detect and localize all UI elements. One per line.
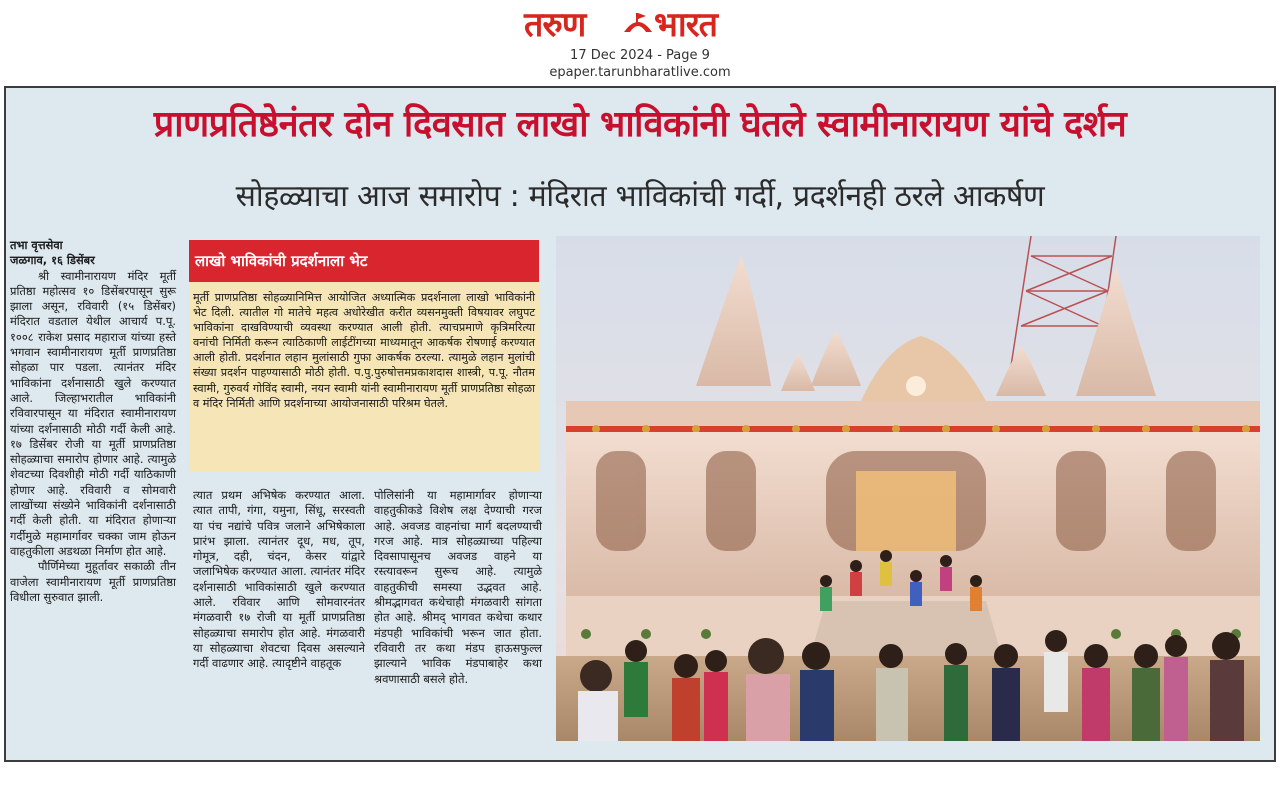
article-paragraph: श्री स्वामीनारायण मंदिर मूर्ती प्रतिष्ठा महोत्सव १० डिसेंबरपासून सुरू झाला असून, रविवारी (१५ डिसेंबर) मंदिरात वडताल येथील आचार्य प.पू. १००८ राकेश प्रसाद महाराज यांच्या हस्ते भगवान स्वामीनारायण मूर्ती प्राणप्रतिष्ठा सोहळा पार पडला. त्यानंतर मंदिर भाविकांना दर्शनासाठी खुले करण्यात आले. जिल्हाभरातील भाविकांनी रविवारपासून या मंदिरात स्वामीनारायण यांच्या दर्शनासाठी मोठी गर्दी केली आहे. १७ डिसेंबर रोजी या मूर्ती प्राणप्रतिष्ठा सोहळ्याचा समारोप होणार आहे. त्यामुळे शेवटच्या दिवशीही मोठी गर्दी याठिकाणी होणार आहे. रविवारी व सोमवारी लाखोंच्या संख्येने भाविकांनी दर्शनासाठी गर्दी केली होती. या मंदिरात होणाऱ्या गर्दीमुळे महामार्गावर चक्का जाम होऊन वाहतुकीला अडथळा निर्माण होत आहे.: [10, 268, 176, 558]
sidebar-box: [189, 240, 539, 472]
newspaper-page: [4, 86, 1276, 762]
logo-text-right: भारत: [654, 5, 717, 45]
newspaper-logo[interactable]: [522, 4, 758, 46]
site-url[interactable]: epaper.tarunbharatlive.com: [549, 65, 731, 80]
sidebar-box-paragraph: मूर्ती प्राणप्रतिष्ठा सोहळ्यानिमित्त आयोजित अध्यात्मिक प्रदर्शनाला लाखो भाविकांनी भेट दिली. त्यातील गो मातेचे महत्व अधोरेखीत करीत व्यसनमुक्ती विषयावर लघुपट भाविकांना दाखविण्याची व्यवस्था करण्यात आली होती. त्याचप्रमाणे कृत्रिमरित्या वनांची निर्मिती करून त्याठिकाणी लाईटींगच्या माध्यमातून आकर्षक रोषणाई करण्यात आली होती. प्रदर्शनात लहान मुलांसाठी गुफा आकर्षक ठरल्या. त्यामुळे लहान मुलांची संख्या प्रदर्शन पाहण्यासाठी मोठी होती. प.पु.पुरुषोत्तमप्रकाशदास शास्त्री, प.पू. नौतम स्वामी, गुरुवर्य गोविंद स्वामी, नयन स्वामी यांनी स्वामीनारायण मूर्ती प्राणप्रतिष्ठा सोहळा व मंदिर निर्मिती आणि प्रदर्शनाच्या आयोजनासाठी परिश्रम घेतले.: [193, 291, 535, 410]
byline-agency: तभा वृत्तसेवा: [10, 238, 63, 252]
date-page-label: 17 Dec 2024 - Page 9: [570, 48, 710, 63]
article-subheadline: सोहळ्याचा आज समारोप : मंदिरात भाविकांची गर्दी, प्रदर्शनही ठरले आकर्षण: [235, 179, 1045, 214]
logo-text-left: तरुण: [524, 5, 586, 45]
article-paragraph: त्यात प्रथम अभिषेक करण्यात आला. त्यात तापी, गंगा, यमुना, सिंधू, सरस्वती या पंच नद्यांचे पवित्र जलाने अभिषेकाला प्रारंभ झाला. त्यानंतर दूध, मध, तूप, गोमूत्र, दही, चंदन, केसर यांद्वारे जलाभिषेक करण्यात आला. त्यानंतर मंदिर दर्शनासाठी भाविकांसाठी खुले करण्यात आले. रविवार आणि सोमवारनंतर मंगळवारी १७ रोजी या मूर्ती प्राणप्रतिष्ठा सोहळ्याचा समारोप होत आहे. मंगळवारी या सोहळ्याचा शेवटचा दिवस असल्याने गर्दी वाढणार आहे. त्यादृष्टीने वाहतूक: [193, 488, 365, 671]
article-column-2: [193, 488, 365, 672]
sun-flag-logo-icon: [622, 10, 654, 36]
article-paragraph: पौर्णिमेच्या मुहूर्तावर सकाळी तीन वाजेला स्वामीनारायण मूर्ती प्राणप्रतिष्ठा विधीला सुरुवात झाली.: [10, 559, 176, 604]
masthead: [0, 0, 1280, 88]
article-paragraph: पोलिसांनी या महामार्गावर होणाऱ्या वाहतुकीकडे विशेष लक्ष देण्याची गरज आहे. अवजड वाहनांचा मार्ग बदलण्याची गरज आहे. मात्र सोहळ्याच्या पहिल्या दिवसापासूनच अवजड वाहने या रस्त्यावरून सुरूच आहे. त्यामुळे वाहतुकीची समस्या उद्भवत आहे. श्रीमद्भागवत कथेचाही मंगळवारी सांगता होत आहे. श्रीमद् भागवत कथेचा कथार मंडपही भाविकांची भरून जात होता. रविवारी तर कथा मंडप हाऊसफुल्ल झाल्याने भाविक मंडपाबाहेर कथा श्रवणासाठी बसले होते.: [374, 488, 542, 686]
sidebar-box-title: लाखो भाविकांची प्रदर्शनाला भेट: [189, 240, 539, 282]
sidebar-box-body: [193, 290, 535, 411]
page-bottom-margin: [0, 768, 1280, 788]
article-headline: प्राणप्रतिष्ठेनंतर दोन दिवसात लाखो भाविकांनी घेतले स्वामीनारायण यांचे दर्शन: [153, 104, 1127, 145]
temple-photo: [556, 236, 1260, 741]
article-column-1: [6, 238, 176, 605]
byline-place-date: जळगाव, १६ डिसेंबर: [10, 253, 95, 268]
article-column-3: [374, 488, 542, 687]
